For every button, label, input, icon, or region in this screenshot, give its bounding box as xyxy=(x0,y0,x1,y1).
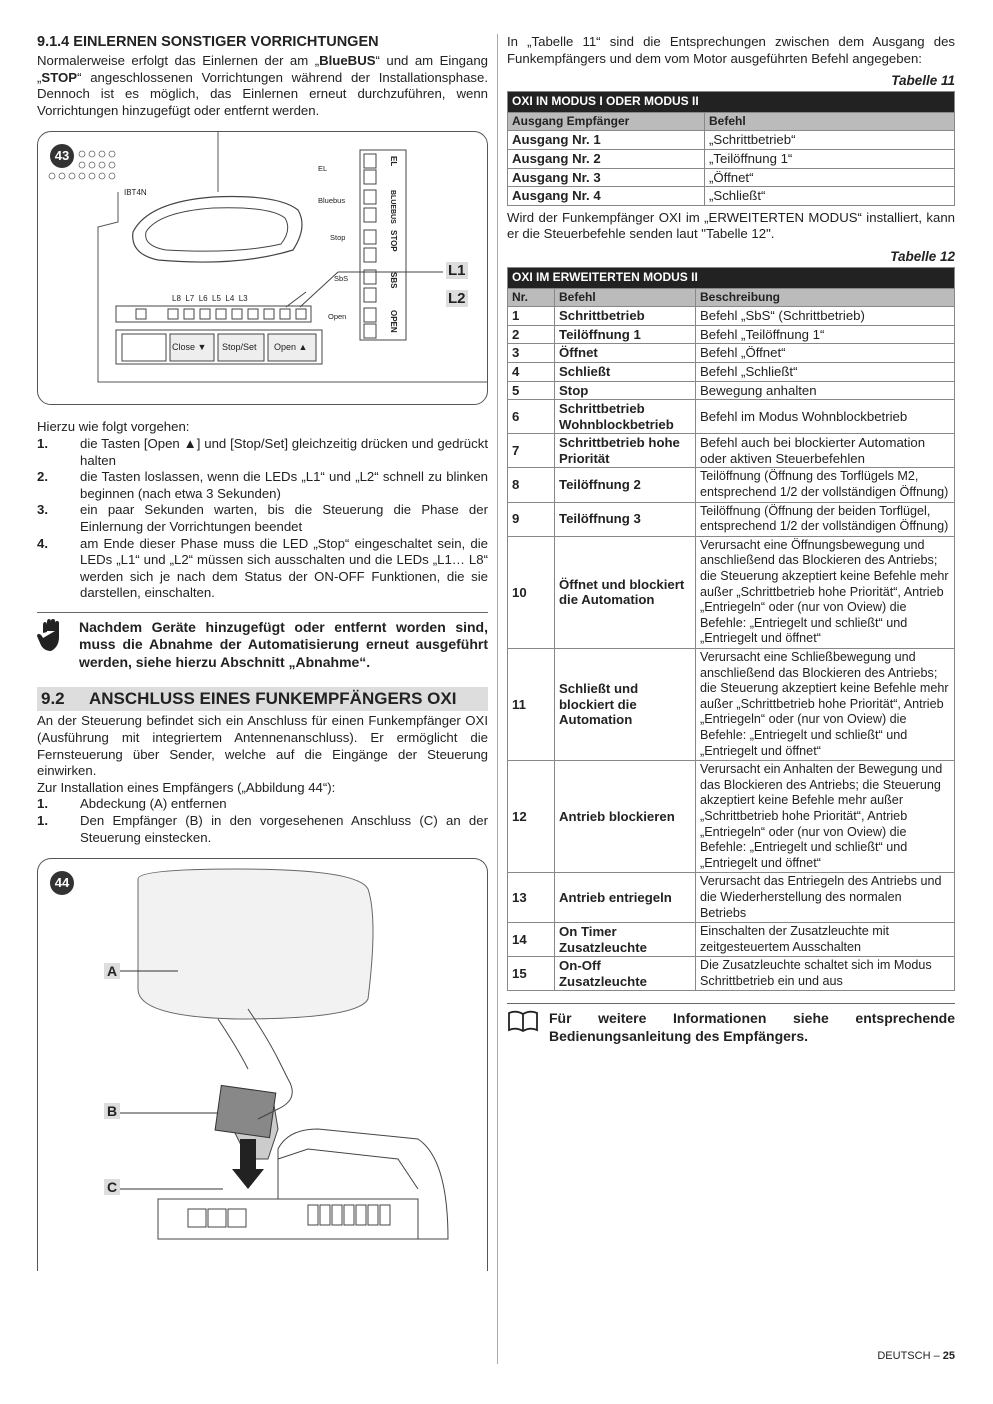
table-row: 15 On-Off Zusatzleuchte Die Zusatzleuchte schaltet sich im Modus Schrittbetrieb ein und aus xyxy=(508,957,955,991)
terminal-label-el: EL xyxy=(318,164,328,174)
step-item: 3. ein paar Sekunden warten, bis die Steuerung die Phase der Einlernung der Vorrichtungen beendet xyxy=(37,502,488,534)
info-note xyxy=(507,1003,955,1045)
button-stop-set: Stop/Set xyxy=(222,342,257,353)
procedure-intro: Hierzu wie folgt vorgehen: xyxy=(37,419,190,435)
terminal-print-sbs: SBS xyxy=(389,272,398,289)
procedure-steps xyxy=(37,436,488,602)
table12-caption: Tabelle 12 xyxy=(890,248,955,264)
hand-stop-icon xyxy=(37,619,79,672)
table-row: 12 Antrieb blockieren Verursacht ein Anhalten der Bewegung und das Blockieren des Antriebs; die Steuerung akzeptiert keine Befehle mehr außer „Schrittbetrieb hohe Priorität“, Antrieb „Entriegeln“ oder (nur von Oview) die Befehle: „Entriegelt und schließt“ und „Entriegelt und öffnet“ xyxy=(508,761,955,873)
step-item: 2. die Tasten loslassen, wenn die LEDs „L1“ und „L2“ schnell zu blinken beginnen (nach etwa 3 Sekunden) xyxy=(37,469,488,501)
column-divider xyxy=(497,34,498,1364)
terminal-print-el: EL xyxy=(389,156,398,167)
table12-header-command: Befehl xyxy=(555,288,696,307)
figure-44 xyxy=(37,858,488,1271)
button-open: Open ▲ xyxy=(274,342,308,353)
led-l2-callout: L2 xyxy=(448,290,466,308)
figure-43-badge: 43 xyxy=(50,144,74,168)
section-9-2-header: 9.2 ANSCHLUSS EINES FUNKEMPFÄNGERS OXI xyxy=(37,687,488,711)
figure-44-badge: 44 xyxy=(50,871,74,895)
table-row: 10 Öffnet und blockiert die Automation Verursacht eine Öffnungsbewegung und anschließend das Blockieren des Antriebs; die Steuerung akzeptiert keine Befehle mehr außer „Schrittbetrieb hohe Priorität“, Antrieb „Entriegeln“ oder (nur von Oview) die Befehle: „Entriegelt und schließt“ und „Entriegelt und öffnet“ xyxy=(508,536,955,648)
table-row: 9 Teilöffnung 3 Teilöffnung (Öffnung der beiden Torflügel, entsprechend 1/2 der vollständigen Öffnung) xyxy=(508,502,955,536)
figure-43 xyxy=(37,131,488,405)
terminal-print-bluebus: BLUEBUS xyxy=(389,190,396,225)
table-row: 5 Stop Bewegung anhalten xyxy=(508,381,955,400)
info-note-text: Für weitere Informationen siehe entsprechende Bedienungsanleitung des Empfängers. xyxy=(549,1010,955,1044)
section-9-1-4-paragraph: Normalerweise erfolgt das Einlernen der am „BlueBUS“ und am Eingang „STOP“ angeschlossenen Vorrichtungen während der Installationsphase. Dennoch ist es möglich, das Einlernen erneut durchzuführen, wenn Vorrichtungen hinzugefügt oder entfernt werden. xyxy=(37,53,488,118)
step-item: 1. Den Empfänger (B) in den vorgesehenen Anschluss (C) an der Steuerung einstecken. xyxy=(37,812,488,845)
terminal-label-bluebus: Bluebus xyxy=(318,196,346,206)
warning-note-text: Nachdem Geräte hinzugefügt oder entfernt worden sind, muss die Abnahme der Automatisierung erneut ausgeführt werden, siehe hierzu Abschnitt „Abnahme“. xyxy=(79,618,488,670)
board-label: IBT4N xyxy=(124,188,147,198)
table-row: Ausgang Nr. 1 „Schrittbetrieb“ xyxy=(508,131,955,150)
table-row: Ausgang Nr. 4 „Schließt“ xyxy=(508,187,955,206)
table11-caption: Tabelle 11 xyxy=(891,73,955,89)
table-row: 14 On Timer Zusatzleuchte Einschalten der Zusatzleuchte mit zeitgesteuertem Ausschalten xyxy=(508,923,955,957)
section-9-2-paragraph: An der Steuerung befindet sich ein Anschluss für einen Funkempfänger OXI (Ausführung mit integriertem Antennenanschluss). Er ermöglicht die Fernsteuerung über Sender, welche auf die Eingänge der Steuerung einwirken. xyxy=(37,713,488,779)
table11-title: OXI IN MODUS I ODER MODUS II xyxy=(508,92,955,113)
callout-a: A xyxy=(104,963,120,979)
table-row: 7 Schrittbetrieb hohe Priorität Befehl auch bei blockierter Automation oder aktiven Steuerbefehlen xyxy=(508,434,955,468)
table-row: 2 Teilöffnung 1 Befehl „Teilöffnung 1“ xyxy=(508,325,955,344)
right-column xyxy=(507,34,955,1045)
terminal-label-open: Open xyxy=(328,312,347,322)
book-icon xyxy=(507,1010,549,1045)
step-item: 4. am Ende dieser Phase muss die LED „Stop“ eingeschaltet sein, die LEDs „L1“ und „L2“ müssen sich ausschalten und die LEDs „L1… L8“ werden sich je nach dem Status der ON-OFF Funktionen, die sie darstellen, einschalten. xyxy=(37,535,488,601)
terminal-print-stop: STOP xyxy=(389,230,398,253)
step-item: 1. Abdeckung (A) entfernen xyxy=(37,796,227,812)
callout-c: C xyxy=(104,1179,120,1195)
installation-intro: Zur Installation eines Empfängers („Abbildung 44“): xyxy=(37,779,336,795)
page-footer: DEUTSCH – 25 xyxy=(877,1350,955,1362)
installation-steps xyxy=(37,796,488,846)
terminal-label-stop: Stop xyxy=(330,233,346,243)
left-column xyxy=(37,34,488,1271)
table-row: 1 Schrittbetrieb Befehl „SbS“ (Schrittbetrieb) xyxy=(508,307,955,326)
table11-intro: In „Tabelle 11“ sind die Entsprechungen zwischen dem Ausgang des Funkempfängers und dem vom Motor ausgeführten Befehl angegeben: xyxy=(507,34,955,66)
led-labels: L8 L7 L6 L5 L4 L3 xyxy=(172,294,248,304)
warning-note xyxy=(37,612,488,672)
table11-header-output: Ausgang Empfänger xyxy=(508,112,705,131)
receiver-installation-drawing xyxy=(38,859,488,1271)
table12-title: OXI IM ERWEITERTEN MODUS II xyxy=(508,267,955,288)
button-close: Close ▼ xyxy=(172,342,207,353)
table11-header-command: Befehl xyxy=(705,112,955,131)
table-11 xyxy=(507,91,955,206)
terminal-print-open: OPEN xyxy=(389,310,398,334)
step-item: 1. die Tasten [Open ▲] und [Stop/Set] gleichzeitig drücken und gedrückt halten xyxy=(37,435,488,468)
table-row: 3 Öffnet Befehl „Öffnet“ xyxy=(508,344,955,363)
table-12 xyxy=(507,267,955,992)
table12-header-description: Beschreibung xyxy=(696,288,955,307)
led-l1-callout: L1 xyxy=(448,262,466,280)
table-row: 8 Teilöffnung 2 Teilöffnung (Öffnung des Torflügels M2, entsprechend 1/2 der vollständigen Öffnung) xyxy=(508,468,955,502)
table12-intro: Wird der Funkempfänger OXI im „ERWEITERTEN MODUS“ installiert, kann er die Steuerbefehle senden laut "Tabelle 12". xyxy=(507,209,955,242)
table-row: Ausgang Nr. 2 „Teilöffnung 1“ xyxy=(508,149,955,168)
section-9-1-4-title: 9.1.4 EINLERNEN SONSTIGER VORRICHTUNGEN xyxy=(37,34,379,50)
table-row: 13 Antrieb entriegeln Verursacht das Entriegeln des Antriebs und die Wiederherstellung des normalen Betriebs xyxy=(508,873,955,923)
table-row: 6 Schrittbetrieb Wohnblockbetrieb Befehl im Modus Wohnblockbetrieb xyxy=(508,400,955,434)
table-row: Ausgang Nr. 3 „Öffnet“ xyxy=(508,168,955,187)
terminal-label-sbs: SbS xyxy=(334,274,349,284)
callout-b: B xyxy=(104,1103,120,1119)
table-row: 11 Schließt und blockiert die Automation Verursacht eine Schließbewegung und anschließend das Blockieren des Antriebs; die Steuerung akzeptiert keine Befehle mehr außer „Schrittbetrieb hohe Priorität“, Antrieb „Entriegeln“ oder (nur von Oview) die Befehle: „Entriegelt und schließt“ und „Entriegelt und öffnet“ xyxy=(508,649,955,761)
table-row: 4 Schließt Befehl „Schließt“ xyxy=(508,362,955,381)
control-board-drawing xyxy=(38,132,488,404)
table12-header-nr: Nr. xyxy=(508,288,555,307)
